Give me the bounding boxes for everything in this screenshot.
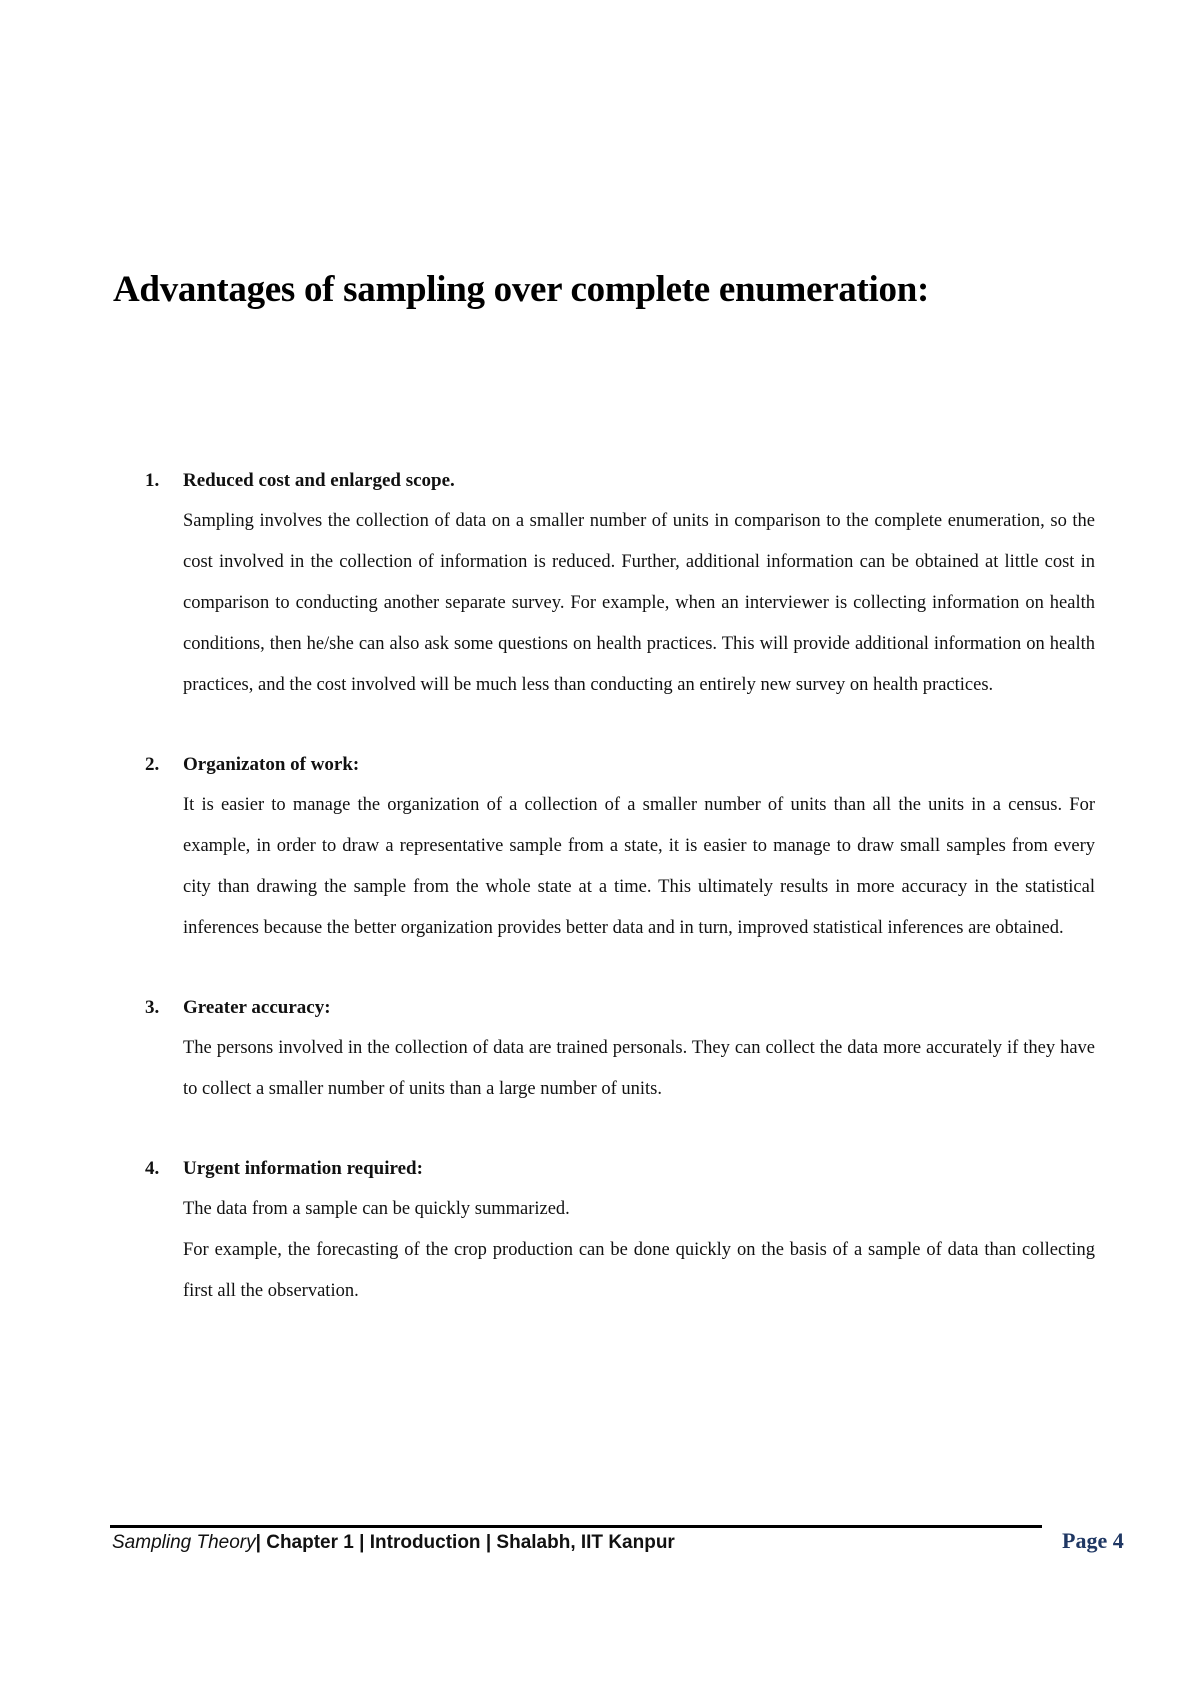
footer-divider (110, 1525, 1042, 1528)
item-number: 1. (145, 470, 160, 491)
list-item (145, 744, 1095, 949)
item-paragraph: The data from a sample can be quickly summarized. (183, 1199, 570, 1219)
item-paragraph: Sampling involves the collection of data on a smaller number of units in comparison to the complete enumeration, so the cost involved in the collection of information is reduced. Further, additional information can be obtained at little cost in comparison to conducting another separate survey. For example, when an interviewer is collecting information on health conditions, then he/she can also ask some questions on health practices. This will provide additional information on health practices, and the cost involved will be much less than conducting an entirely new survey on health practices. (183, 511, 1095, 695)
item-heading: Reduced cost and enlarged scope. (183, 470, 455, 491)
footer-book-title: Sampling Theory (112, 1532, 256, 1553)
list-item (145, 1148, 1095, 1312)
item-number: 4. (145, 1158, 160, 1179)
footer-chapter-info: | Chapter 1 | Introduction | Shalabh, IIT Kanpur (255, 1532, 675, 1553)
item-paragraph: It is easier to manage the organization of a collection of a smaller number of units than all the units in a census. For example, in order to draw a representative sample from a state, it is easier to manage to draw small samples from every city than drawing the sample from the whole state at a time. This ultimately results in more accuracy in the statistical inferences because the better organization provides better data and in turn, improved statistical inferences are obtained. (183, 795, 1095, 938)
item-number: 3. (145, 997, 160, 1018)
page-title: Advantages of sampling over complete enumeration: (113, 269, 930, 310)
item-heading: Greater accuracy: (183, 997, 331, 1018)
footer-running-title (112, 1532, 675, 1554)
item-heading: Urgent information required: (183, 1158, 423, 1179)
item-paragraph: For example, the forecasting of the crop production can be done quickly on the basis of a sample of data than collecting first all the observation. (183, 1240, 1095, 1301)
advantages-list (145, 460, 1095, 1350)
item-heading: Organizaton of work: (183, 754, 360, 775)
list-item (145, 987, 1095, 1110)
item-paragraph: The persons involved in the collection of data are trained personals. They can collect the data more accurately if they have to collect a smaller number of units than a large number of units. (183, 1038, 1095, 1099)
item-number: 2. (145, 754, 160, 775)
list-item (145, 460, 1095, 706)
page-number: Page 4 (1062, 1528, 1124, 1553)
